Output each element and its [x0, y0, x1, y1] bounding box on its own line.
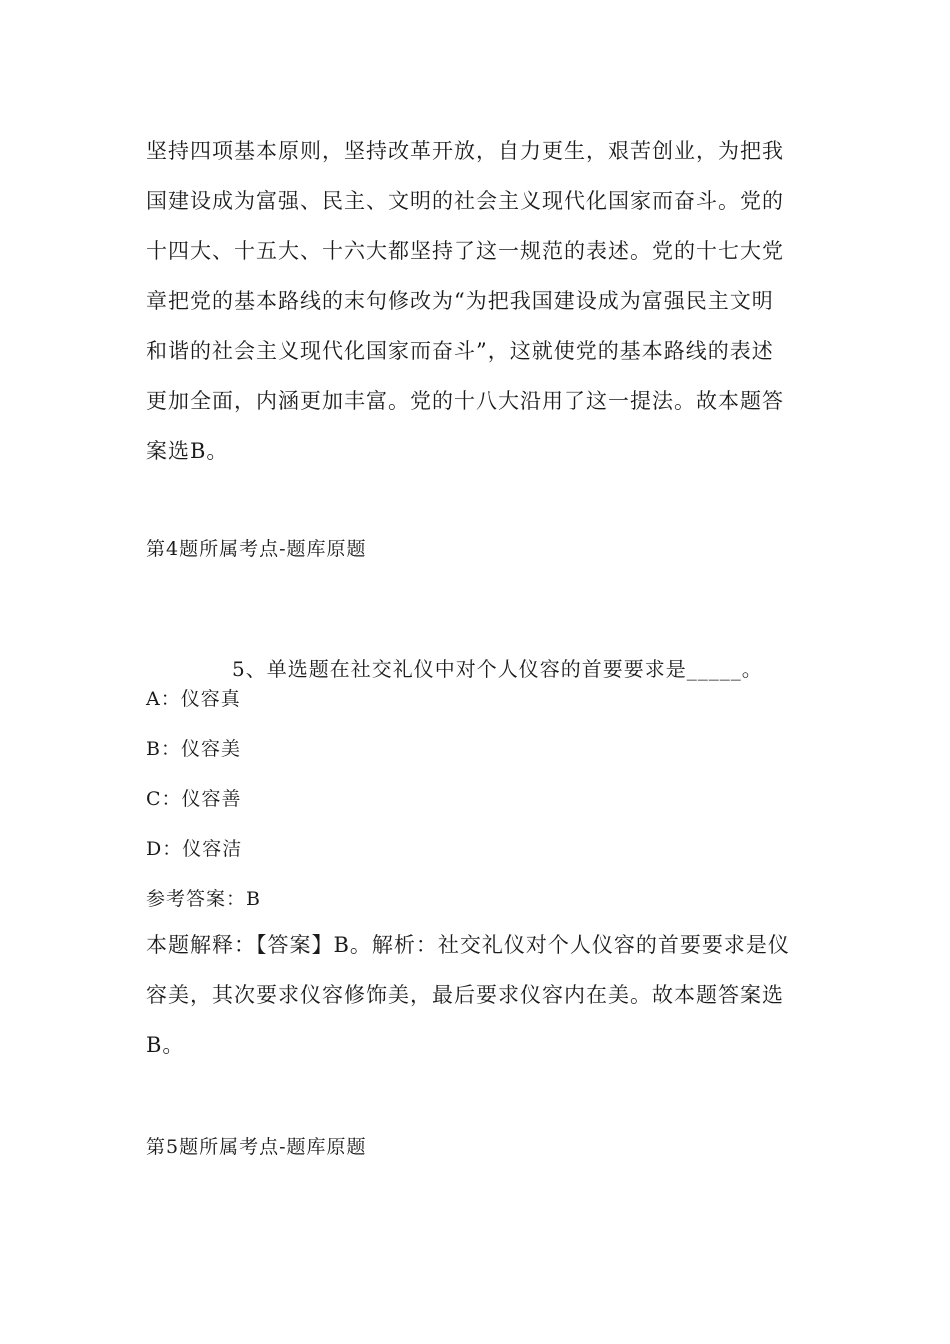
text-line: 章把党的基本路线的末句修改为“为把我国建设成为富强民主文明 [146, 289, 774, 313]
text-line: 和谐的社会主义现代化国家而奋斗”，这就使党的基本路线的表述 [146, 339, 774, 363]
knowledge-point-q4: 第4题所属考点-题库原题 [146, 538, 367, 560]
text-line: 国建设成为富强、民主、文明的社会主义现代化国家而奋斗。党的 [146, 189, 784, 213]
text-line: 更加全面，内涵更加丰富。党的十八大沿用了这一提法。故本题答 [146, 389, 784, 413]
text-line: 案选B。 [146, 439, 229, 463]
explanation-paragraph-q4 [146, 126, 808, 476]
text-line: 十四大、十五大、十六大都坚持了这一规范的表述。党的十七大党 [146, 239, 784, 263]
option-c: C：仪容善 [146, 788, 242, 810]
option-b: B：仪容美 [146, 738, 241, 760]
question-stem: 5、单选题在社交礼仪中对个人仪容的首要要求是_____。 [232, 657, 763, 681]
reference-answer: 参考答案：B [146, 888, 261, 910]
knowledge-point-q5: 第5题所属考点-题库原题 [146, 1136, 367, 1158]
text-line: 坚持四项基本原则，坚持改革开放，自力更生，艰苦创业，为把我 [146, 139, 784, 163]
text-line: 容美，其次要求仪容修饰美，最后要求仪容内在美。故本题答案选 [146, 983, 784, 1007]
text-line: B。 [146, 1033, 185, 1057]
explanation-paragraph-q5 [146, 920, 808, 1070]
option-d: D：仪容洁 [146, 838, 243, 860]
text-line: 本题解释：【答案】B。解析：社交礼仪对个人仪容的首要要求是仪 [146, 933, 790, 957]
option-a: A：仪容真 [146, 688, 241, 710]
